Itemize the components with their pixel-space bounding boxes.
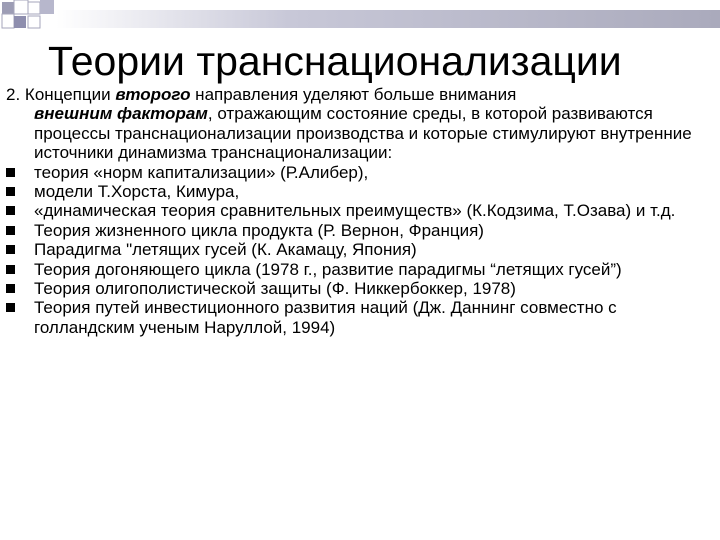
list-item (6, 163, 710, 182)
bullet-icon (6, 187, 15, 196)
list-item (6, 279, 710, 298)
list-item-text: Парадигма "летящих гусей (К. Акамацу, Япония) (34, 240, 417, 260)
list-item (6, 201, 710, 220)
square-6 (14, 16, 26, 28)
theory-list (6, 163, 710, 338)
intro-emphasis-2: внешним факторам (34, 104, 208, 124)
intro-text-2: направления уделяют больше внимания (190, 85, 517, 104)
list-item-text: Теория догоняющего цикла (1978 г., развитие парадигмы “летящих гусей”) (34, 259, 622, 279)
list-item-text: Теория жизненного цикла продукта (Р. Вернон, Франция) (34, 220, 484, 240)
slide-body (6, 85, 710, 337)
list-item (6, 221, 710, 240)
header-band (56, 10, 720, 28)
list-item-text: теория «норм капитализации» (Р.Алибер), (34, 162, 369, 182)
intro-first-line (6, 85, 710, 104)
slide-title: Теории транснационализации (48, 38, 622, 84)
intro-number: 2. (6, 85, 21, 104)
decorative-squares (0, 0, 60, 40)
square-5 (2, 14, 14, 28)
list-item-text: Теория олигополистической защиты (Ф. Никкербоккер, 1978) (34, 279, 516, 299)
list-item (6, 260, 710, 279)
square-2 (14, 0, 28, 14)
list-item (6, 182, 710, 201)
intro-text-1: Концепции (24, 85, 116, 104)
list-item (6, 298, 710, 337)
list-item (6, 240, 710, 259)
square-4 (40, 0, 54, 14)
intro-continuation (34, 104, 710, 162)
intro-text-3: , отражающим состояние среды, в которой развиваются процессы транснационализации производства и которые стимулируют внутренние источники динамизма транснационализации: (34, 104, 692, 163)
list-item-text: Теория путей инвестиционного развития наций (Дж. Даннинг совместно с голландским ученым Наруллой, 1994) (34, 298, 617, 337)
list-item-text: «динамическая теория сравнительных преимуществ» (К.Кодзима, Т.Озава) и т.д. (34, 201, 676, 221)
bullet-icon (6, 265, 15, 274)
square-7 (28, 16, 40, 28)
bullet-icon (6, 245, 15, 254)
bullet-icon (6, 206, 15, 215)
bullet-icon (6, 284, 15, 293)
intro-emphasis-1: второго (115, 85, 191, 104)
square-1 (2, 2, 14, 14)
bullet-icon (6, 303, 15, 312)
intro-paragraph (6, 85, 710, 163)
list-item-text: модели Т.Хорста, Кимура, (34, 182, 240, 202)
square-3 (28, 2, 40, 14)
bullet-icon (6, 168, 15, 177)
bullet-icon (6, 226, 15, 235)
